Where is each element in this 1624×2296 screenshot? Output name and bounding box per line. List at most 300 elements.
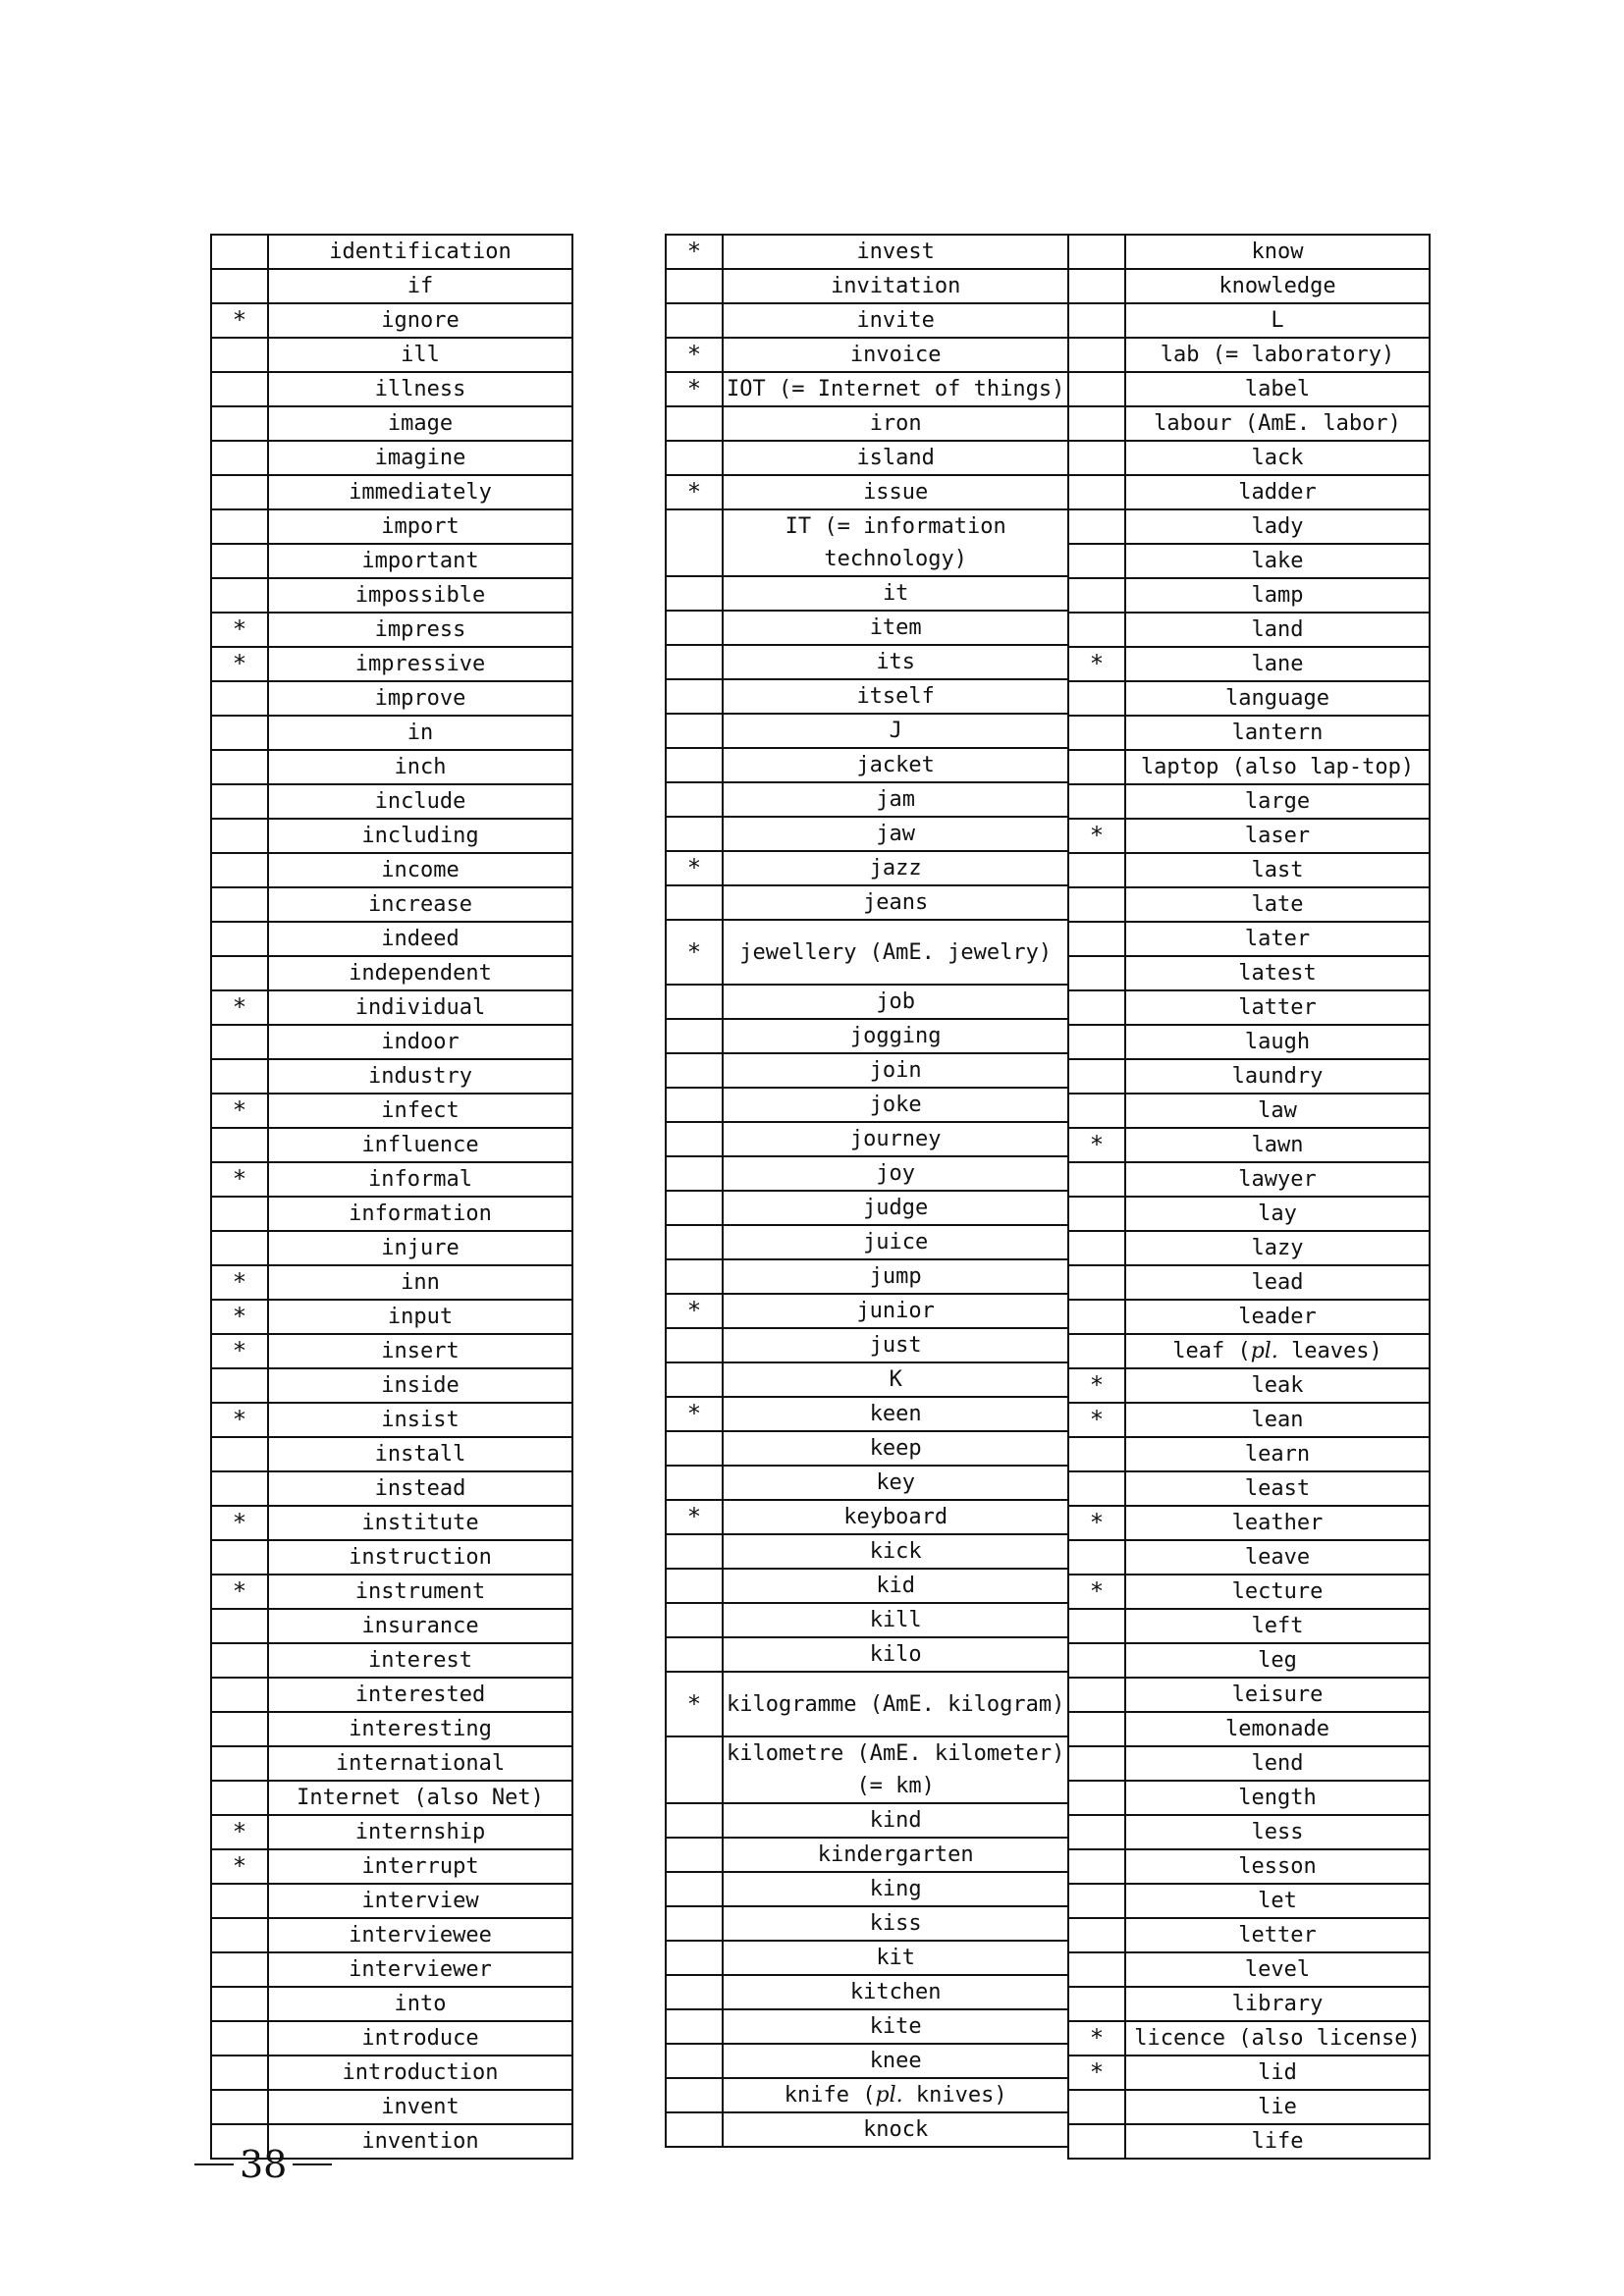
star-mark: *: [1068, 2056, 1125, 2090]
table-row: [666, 679, 1068, 714]
vocab-word: lie: [1125, 2090, 1430, 2124]
star-mark: [666, 406, 723, 441]
table-row: [1068, 1059, 1430, 1094]
star-mark: [666, 645, 723, 679]
star-mark: [211, 1746, 268, 1781]
table-row: [666, 1191, 1068, 1225]
table-row: [666, 1941, 1068, 1975]
table-row: [211, 1094, 572, 1128]
vocab-word: improve: [268, 681, 572, 716]
star-mark: [211, 2056, 268, 2090]
star-mark: *: [211, 613, 268, 647]
table-row: [211, 887, 572, 922]
star-mark: [211, 716, 268, 750]
table-row: [1068, 2021, 1430, 2056]
vocab-word: informal: [268, 1162, 572, 1197]
table-row: [666, 303, 1068, 338]
vocab-word: input: [268, 1300, 572, 1334]
table-row: [211, 1678, 572, 1712]
vocab-word: journey: [723, 1122, 1068, 1156]
vocab-word: lawyer: [1125, 1162, 1430, 1197]
vocab-word: juice: [723, 1225, 1068, 1259]
table-row: [211, 1368, 572, 1403]
vocab-word: knee: [723, 2044, 1068, 2078]
vocab-word: know: [1125, 235, 1430, 269]
vocab-word: invest: [723, 235, 1068, 269]
vocab-word: laser: [1125, 819, 1430, 853]
vocab-word: knock: [723, 2112, 1068, 2147]
star-mark: [211, 887, 268, 922]
star-mark: [211, 1884, 268, 1918]
vocab-word: kitchen: [723, 1975, 1068, 2009]
vocab-word: jazz: [723, 851, 1068, 885]
vocab-word: jacket: [723, 748, 1068, 782]
vocab-word: lake: [1125, 544, 1430, 578]
table-row: [211, 681, 572, 716]
star-mark: [666, 1941, 723, 1975]
table-row: [666, 269, 1068, 303]
star-mark: [211, 406, 268, 441]
vocab-table-column-3: [1067, 234, 1431, 2160]
vocab-word: itself: [723, 679, 1068, 714]
table-row: [1068, 1540, 1430, 1575]
table-row: [666, 1122, 1068, 1156]
table-row: [211, 1403, 572, 1437]
vocab-word: item: [723, 611, 1068, 645]
vocab-word: job: [723, 985, 1068, 1019]
vocab-word: kill: [723, 1603, 1068, 1637]
vocab-word: kite: [723, 2009, 1068, 2044]
star-mark: [666, 679, 723, 714]
vocab-word: interrupt: [268, 1849, 572, 1884]
star-mark: [666, 2078, 723, 2112]
vocab-word: joy: [723, 1156, 1068, 1191]
table-row: [666, 1328, 1068, 1362]
star-mark: [1068, 1815, 1125, 1849]
word-paren: (: [1237, 1339, 1251, 1363]
table-row: [1068, 1815, 1430, 1849]
star-mark: [1068, 578, 1125, 613]
star-mark: *: [211, 1815, 268, 1849]
star-mark: [211, 1059, 268, 1094]
table-row: [666, 714, 1068, 748]
star-mark: [1068, 1471, 1125, 1506]
vocab-word: lazy: [1125, 1231, 1430, 1265]
star-mark: [666, 1803, 723, 1838]
vocab-word: kilo: [723, 1637, 1068, 1672]
table-row: [666, 1803, 1068, 1838]
table-row: [211, 578, 572, 613]
table-row: [1068, 1403, 1430, 1437]
vocab-word: imagine: [268, 441, 572, 475]
vocab-word: lead: [1125, 1265, 1430, 1300]
table-row: [666, 782, 1068, 817]
vocab-word: labour (AmE. labor): [1125, 406, 1430, 441]
vocab-word: leave: [1125, 1540, 1430, 1575]
vocab-word: letter: [1125, 1918, 1430, 1952]
table-row: [666, 509, 1068, 576]
table-row: [666, 2078, 1068, 2112]
vocab-word: include: [268, 784, 572, 819]
star-mark: [666, 1736, 723, 1803]
vocab-word: kind: [723, 1803, 1068, 1838]
star-mark: *: [1068, 819, 1125, 853]
table-row: [211, 1815, 572, 1849]
vocab-word: island: [723, 441, 1068, 475]
star-mark: [1068, 406, 1125, 441]
table-row: [1068, 990, 1430, 1025]
vocab-word: life: [1125, 2124, 1430, 2159]
vocab-word: image: [268, 406, 572, 441]
table-row: [211, 922, 572, 956]
star-mark: *: [666, 1294, 723, 1328]
vocab-word: lend: [1125, 1746, 1430, 1781]
star-mark: [211, 441, 268, 475]
table-row: [666, 475, 1068, 509]
star-mark: [666, 1906, 723, 1941]
star-mark: *: [1068, 1575, 1125, 1609]
star-mark: [1068, 1781, 1125, 1815]
star-mark: [1068, 1712, 1125, 1746]
table-row: [211, 2021, 572, 2056]
star-mark: *: [666, 338, 723, 372]
vocab-word: lecture: [1125, 1575, 1430, 1609]
table-row: [666, 1431, 1068, 1466]
table-row: [1068, 544, 1430, 578]
table-row: [1068, 406, 1430, 441]
vocab-word: inside: [268, 1368, 572, 1403]
star-mark: *: [666, 475, 723, 509]
vocab-word: increase: [268, 887, 572, 922]
table-row: [1068, 1162, 1430, 1197]
table-row: [211, 544, 572, 578]
vocab-word: kindergarten: [723, 1838, 1068, 1872]
star-mark: [1068, 1609, 1125, 1643]
star-mark: [211, 2021, 268, 2056]
vocab-word: language: [1125, 681, 1430, 716]
vocab-word: introduce: [268, 2021, 572, 2056]
vocab-word: join: [723, 1053, 1068, 1088]
star-mark: [211, 1712, 268, 1746]
table-row: [211, 1265, 572, 1300]
star-mark: [211, 235, 268, 269]
vocab-word: interview: [268, 1884, 572, 1918]
table-row: [1068, 2124, 1430, 2159]
vocab-word: instruction: [268, 1540, 572, 1575]
table-row: [1068, 1575, 1430, 1609]
vocab-word: length: [1125, 1781, 1430, 1815]
table-row: [211, 1059, 572, 1094]
vocab-word: laundry: [1125, 1059, 1430, 1094]
star-mark: [211, 338, 268, 372]
vocab-word: keep: [723, 1431, 1068, 1466]
table-row: [666, 611, 1068, 645]
table-row: [1068, 1231, 1430, 1265]
vocab-word: instrument: [268, 1575, 572, 1609]
vocab-word: let: [1125, 1884, 1430, 1918]
vocab-word: keen: [723, 1397, 1068, 1431]
star-mark: [666, 1019, 723, 1053]
star-mark: [666, 441, 723, 475]
vocab-word: illness: [268, 372, 572, 406]
star-mark: [1068, 1437, 1125, 1471]
table-row: [1068, 956, 1430, 990]
star-mark: [211, 1128, 268, 1162]
vocab-word: leak: [1125, 1368, 1430, 1403]
star-mark: [1068, 441, 1125, 475]
vocab-word: licence (also license): [1125, 2021, 1430, 2056]
star-mark: [1068, 235, 1125, 269]
vocab-word: Internet (also Net): [268, 1781, 572, 1815]
table-row: [666, 2044, 1068, 2078]
vocab-word: impossible: [268, 578, 572, 613]
table-row: [211, 1300, 572, 1334]
vocab-word: important: [268, 544, 572, 578]
table-row: [666, 1053, 1068, 1088]
star-mark: [1068, 2124, 1125, 2159]
table-row: [1068, 1025, 1430, 1059]
star-mark: [666, 714, 723, 748]
vocab-word: latest: [1125, 956, 1430, 990]
vocab-word: left: [1125, 1609, 1430, 1643]
table-row: [666, 576, 1068, 611]
star-mark: *: [1068, 2021, 1125, 2056]
table-row: [1068, 1678, 1430, 1712]
star-mark: [666, 1156, 723, 1191]
vocab-word: if: [268, 269, 572, 303]
vocab-word: knowledge: [1125, 269, 1430, 303]
vocab-word: label: [1125, 372, 1430, 406]
star-mark: [1068, 716, 1125, 750]
star-mark: *: [1068, 1506, 1125, 1540]
star-mark: [211, 750, 268, 784]
star-mark: [1068, 613, 1125, 647]
table-row: [1068, 1781, 1430, 1815]
star-mark: [211, 1231, 268, 1265]
table-row: [1068, 681, 1430, 716]
vocab-word: lack: [1125, 441, 1430, 475]
vocab-word: iron: [723, 406, 1068, 441]
table-row: [211, 509, 572, 544]
table-row: [211, 406, 572, 441]
vocab-word: jogging: [723, 1019, 1068, 1053]
star-mark: [211, 1025, 268, 1059]
star-mark: [211, 1643, 268, 1678]
vocab-word: laugh: [1125, 1025, 1430, 1059]
table-row: [666, 645, 1068, 679]
vocab-word: [723, 2078, 1068, 2112]
star-mark: *: [211, 990, 268, 1025]
table-row: [1068, 1918, 1430, 1952]
vocab-word: insert: [268, 1334, 572, 1368]
star-mark: [211, 1987, 268, 2021]
table-row: [211, 1334, 572, 1368]
vocab-word: infect: [268, 1094, 572, 1128]
table-row: [211, 1609, 572, 1643]
table-row: [666, 235, 1068, 269]
table-row: [1068, 1300, 1430, 1334]
star-mark: [1068, 1094, 1125, 1128]
table-row: [211, 1231, 572, 1265]
footer-dash-left: [194, 2163, 234, 2165]
vocab-word: income: [268, 853, 572, 887]
vocab-word: industry: [268, 1059, 572, 1094]
vocab-word: in: [268, 716, 572, 750]
star-mark: [211, 509, 268, 544]
word-plural-abbr: pl.: [875, 2083, 903, 2108]
vocab-word: it: [723, 576, 1068, 611]
star-mark: [666, 611, 723, 645]
vocab-word: insist: [268, 1403, 572, 1437]
table-row: [666, 406, 1068, 441]
star-mark: [666, 1637, 723, 1672]
star-mark: [1068, 303, 1125, 338]
table-row: [666, 1225, 1068, 1259]
vocab-word: later: [1125, 922, 1430, 956]
table-row: [1068, 1952, 1430, 1987]
table-row: [666, 1466, 1068, 1500]
star-mark: [211, 1781, 268, 1815]
vocab-word: kilogramme (AmE. kilogram): [723, 1672, 1068, 1736]
vocab-word: laptop (also lap-top): [1125, 750, 1430, 784]
vocab-word: law: [1125, 1094, 1430, 1128]
star-mark: [666, 1328, 723, 1362]
star-mark: *: [211, 1849, 268, 1884]
table-row: [666, 338, 1068, 372]
table-row: [211, 1540, 572, 1575]
vocab-word: indoor: [268, 1025, 572, 1059]
table-row: [211, 853, 572, 887]
vocab-word: impress: [268, 613, 572, 647]
star-mark: [1068, 1987, 1125, 2021]
table-row: [1068, 819, 1430, 853]
star-mark: [1068, 1952, 1125, 1987]
table-row: [211, 1712, 572, 1746]
star-mark: [1068, 887, 1125, 922]
table-row: [1068, 269, 1430, 303]
table-row: [1068, 338, 1430, 372]
star-mark: [211, 853, 268, 887]
vocab-table-column-1: [210, 234, 573, 2160]
table-row: [666, 2009, 1068, 2044]
vocab-word: kid: [723, 1569, 1068, 1603]
vocab-word: large: [1125, 784, 1430, 819]
table-row: [211, 1437, 572, 1471]
table-row: [211, 1162, 572, 1197]
vocab-word: interest: [268, 1643, 572, 1678]
star-mark: [1068, 1231, 1125, 1265]
vocab-word: ill: [268, 338, 572, 372]
star-mark: [211, 1952, 268, 1987]
star-mark: [666, 1362, 723, 1397]
vocab-word: leader: [1125, 1300, 1430, 1334]
table-row: [666, 1569, 1068, 1603]
star-mark: [666, 1122, 723, 1156]
table-row: [666, 2112, 1068, 2147]
vocab-word: invitation: [723, 269, 1068, 303]
star-mark: [1068, 1197, 1125, 1231]
table-row: [211, 475, 572, 509]
vocab-word: internship: [268, 1815, 572, 1849]
table-row: [211, 1025, 572, 1059]
table-row: [666, 748, 1068, 782]
word-plural-form: knives): [915, 2083, 1007, 2108]
star-mark: [211, 681, 268, 716]
star-mark: [666, 576, 723, 611]
vocab-word: its: [723, 645, 1068, 679]
table-row: [211, 784, 572, 819]
vocab-word: kick: [723, 1534, 1068, 1569]
table-row: [211, 956, 572, 990]
table-row: [666, 920, 1068, 985]
star-mark: [1068, 1059, 1125, 1094]
star-mark: *: [211, 303, 268, 338]
star-mark: [1068, 922, 1125, 956]
table-row: [1068, 887, 1430, 922]
star-mark: *: [211, 1575, 268, 1609]
table-row: [666, 1906, 1068, 1941]
star-mark: [666, 1872, 723, 1906]
vocab-word: joke: [723, 1088, 1068, 1122]
vocab-word: lawn: [1125, 1128, 1430, 1162]
table-row: [666, 985, 1068, 1019]
star-mark: [211, 1678, 268, 1712]
vocab-word: lesson: [1125, 1849, 1430, 1884]
vocab-word: leisure: [1125, 1678, 1430, 1712]
table-row: [1068, 1094, 1430, 1128]
star-mark: [666, 985, 723, 1019]
star-mark: [1068, 1849, 1125, 1884]
table-row: [211, 1918, 572, 1952]
star-mark: [666, 1225, 723, 1259]
table-row: [1068, 1609, 1430, 1643]
footer-dash-right: [293, 2163, 332, 2165]
star-mark: [1068, 372, 1125, 406]
table-row: [666, 1534, 1068, 1569]
vocab-word: impressive: [268, 647, 572, 681]
table-row: [1068, 613, 1430, 647]
table-row: [1068, 1471, 1430, 1506]
vocab-word: jam: [723, 782, 1068, 817]
table-row: [1068, 303, 1430, 338]
vocab-word: least: [1125, 1471, 1430, 1506]
table-row: [211, 1506, 572, 1540]
star-mark: *: [666, 1397, 723, 1431]
vocab-word: inn: [268, 1265, 572, 1300]
table-row: [1068, 1368, 1430, 1403]
star-mark: *: [211, 1265, 268, 1300]
star-mark: [666, 1259, 723, 1294]
vocab-word: introduction: [268, 2056, 572, 2090]
vocab-word: just: [723, 1328, 1068, 1362]
star-mark: [211, 956, 268, 990]
vocab-word: invite: [723, 303, 1068, 338]
star-mark: [211, 544, 268, 578]
star-mark: [211, 578, 268, 613]
star-mark: *: [666, 235, 723, 269]
table-row: [211, 613, 572, 647]
table-row: [666, 1637, 1068, 1672]
vocab-word: insurance: [268, 1609, 572, 1643]
table-row: [211, 1575, 572, 1609]
table-row: [1068, 509, 1430, 544]
vocab-word: interviewee: [268, 1918, 572, 1952]
table-row: [211, 1746, 572, 1781]
star-mark: [1068, 269, 1125, 303]
star-mark: [1068, 1334, 1125, 1368]
star-mark: [666, 1569, 723, 1603]
star-mark: [1068, 338, 1125, 372]
